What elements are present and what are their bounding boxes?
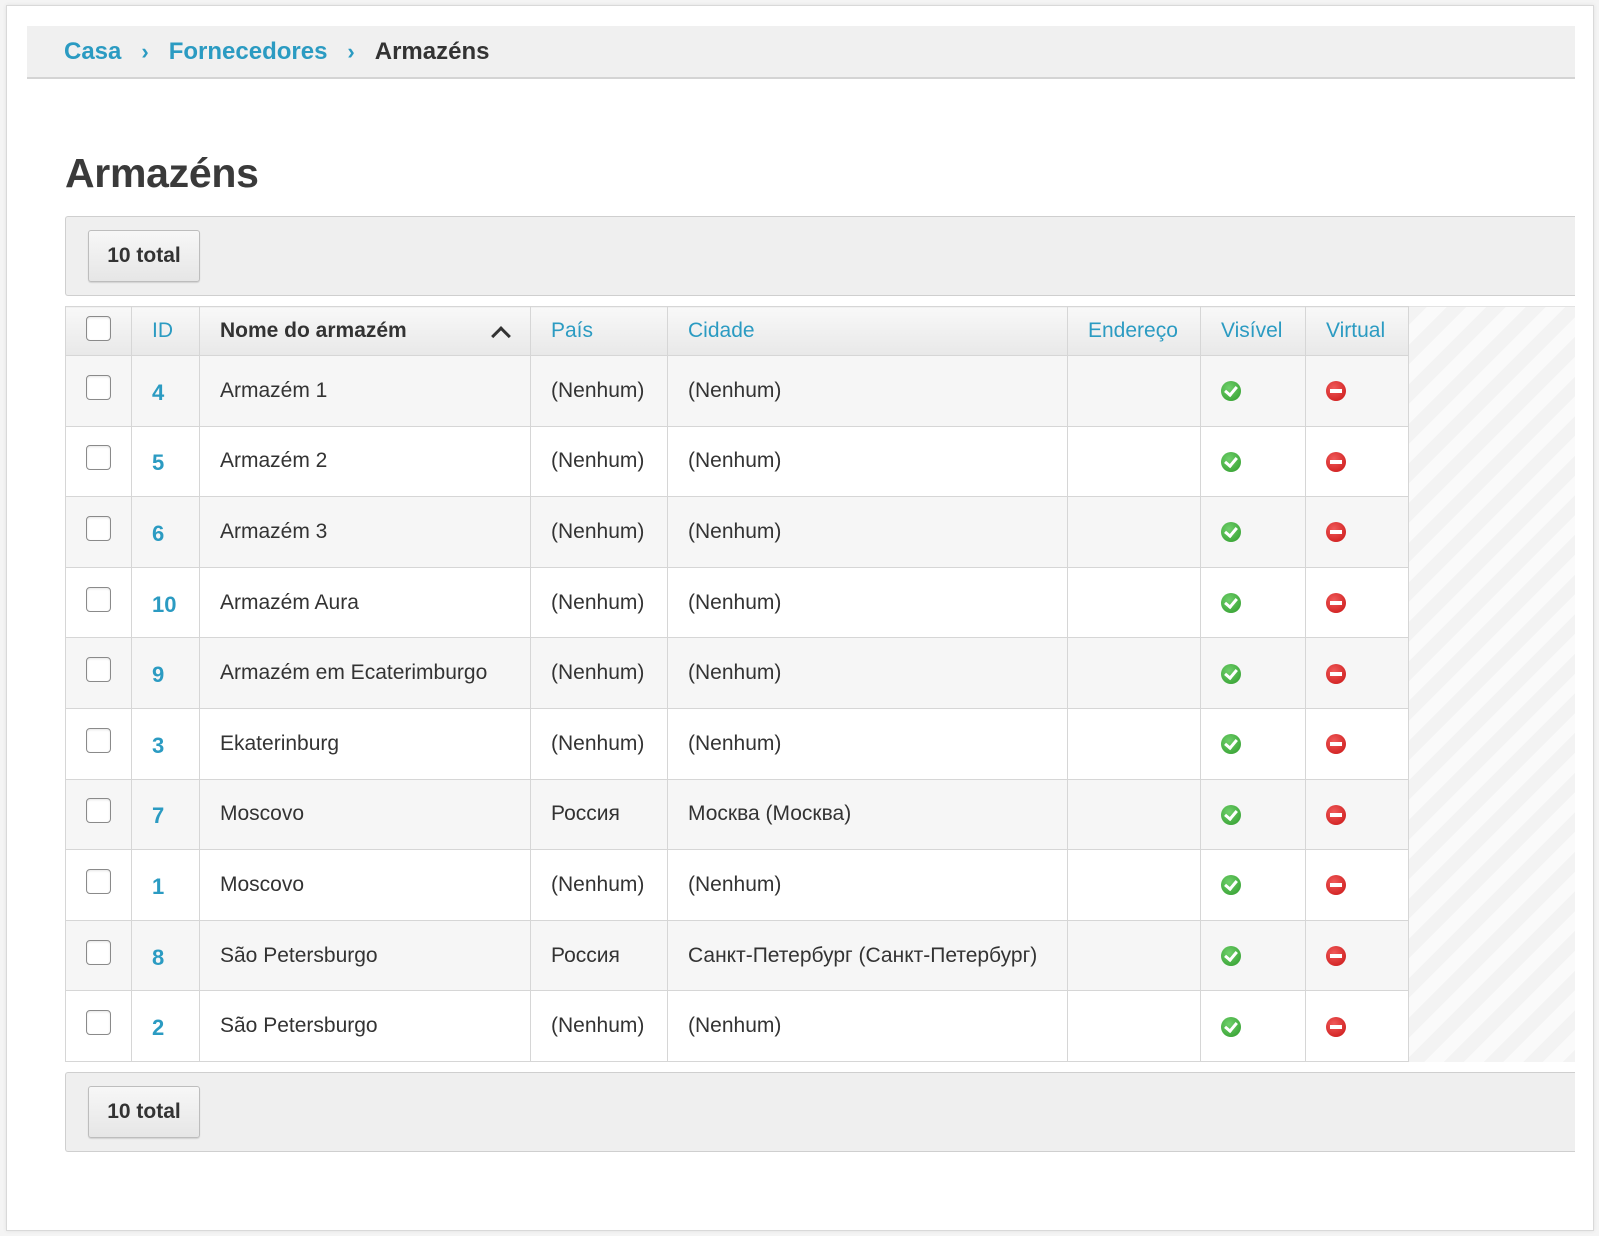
row-id-link[interactable] (132, 850, 200, 921)
minus-circle-icon[interactable] (1326, 452, 1346, 472)
minus-circle-icon[interactable] (1326, 522, 1346, 542)
breadcrumb-current: Armazéns (374, 37, 490, 65)
row-checkbox[interactable] (86, 798, 111, 823)
row-address (1068, 708, 1201, 779)
check-circle-icon[interactable] (1221, 946, 1241, 966)
row-virtual-cell (1306, 567, 1409, 638)
top-toolbar (65, 216, 1575, 296)
sort-ascending-icon (492, 323, 510, 341)
row-city: (Nenhum) (668, 567, 1068, 638)
row-visible-cell (1201, 920, 1306, 991)
minus-circle-icon[interactable] (1326, 381, 1346, 401)
row-country: (Nenhum) (531, 567, 668, 638)
column-header-id[interactable]: ID (132, 307, 200, 356)
row-visible-cell (1201, 991, 1306, 1062)
row-city: (Nenhum) (668, 708, 1068, 779)
row-city: (Nenhum) (668, 426, 1068, 497)
row-visible-cell (1201, 638, 1306, 709)
check-circle-icon[interactable] (1221, 734, 1241, 754)
row-visible-cell (1201, 426, 1306, 497)
row-address (1068, 567, 1201, 638)
row-select-cell (66, 850, 132, 921)
row-id-text: 4 (152, 379, 165, 405)
row-country: (Nenhum) (531, 426, 668, 497)
row-visible-cell (1201, 497, 1306, 568)
row-checkbox[interactable] (86, 1010, 111, 1035)
table-header-row (66, 307, 1409, 356)
total-count-button[interactable]: 10 total (88, 1086, 200, 1138)
row-id-text: 5 (152, 450, 165, 476)
table-row (66, 638, 1409, 709)
chevron-right-icon: › (141, 38, 149, 64)
page-title: Armazéns (65, 150, 259, 196)
row-checkbox[interactable] (86, 869, 111, 894)
row-visible-cell (1201, 356, 1306, 427)
table-row (66, 850, 1409, 921)
row-id-link[interactable] (132, 497, 200, 568)
row-country: (Nenhum) (531, 708, 668, 779)
row-name: Moscovo (200, 779, 531, 850)
row-id-text: 7 (152, 803, 165, 829)
row-name: Moscovo (200, 850, 531, 921)
row-virtual-cell (1306, 497, 1409, 568)
row-checkbox[interactable] (86, 445, 111, 470)
row-id-link[interactable] (132, 991, 200, 1062)
row-checkbox[interactable] (86, 657, 111, 682)
row-city: (Nenhum) (668, 497, 1068, 568)
row-checkbox[interactable] (86, 940, 111, 965)
table-row (66, 497, 1409, 568)
row-address (1068, 920, 1201, 991)
row-country: Россия (531, 779, 668, 850)
row-id-text: 8 (152, 944, 165, 970)
table-row (66, 356, 1409, 427)
row-city: (Nenhum) (668, 991, 1068, 1062)
table-row (66, 779, 1409, 850)
column-header-virtual[interactable]: Virtual (1306, 307, 1409, 356)
chevron-right-icon: › (347, 38, 355, 64)
row-id-text: 10 (152, 591, 177, 617)
row-visible-cell (1201, 779, 1306, 850)
row-checkbox[interactable] (86, 516, 111, 541)
row-select-cell (66, 779, 132, 850)
table-row (66, 708, 1409, 779)
row-select-cell (66, 920, 132, 991)
column-header-country[interactable]: País (531, 307, 668, 356)
row-virtual-cell (1306, 850, 1409, 921)
row-country: Россия (531, 920, 668, 991)
row-select-cell (66, 991, 132, 1062)
row-city: (Nenhum) (668, 850, 1068, 921)
check-circle-icon[interactable] (1221, 522, 1241, 542)
row-virtual-cell (1306, 708, 1409, 779)
row-name: São Petersburgo (200, 991, 531, 1062)
row-country: (Nenhum) (531, 850, 668, 921)
row-country: (Nenhum) (531, 356, 668, 427)
row-id-link[interactable] (132, 567, 200, 638)
row-select-cell (66, 497, 132, 568)
minus-circle-icon[interactable] (1326, 1017, 1346, 1037)
minus-circle-icon[interactable] (1326, 875, 1346, 895)
check-circle-icon[interactable] (1221, 452, 1241, 472)
table-body (66, 356, 1409, 1062)
row-virtual-cell (1306, 991, 1409, 1062)
table-row (66, 920, 1409, 991)
minus-circle-icon[interactable] (1326, 734, 1346, 754)
column-header-visible[interactable]: Visível (1201, 307, 1306, 356)
table-filler-area (1407, 306, 1575, 1062)
row-id-text: 9 (152, 662, 165, 688)
row-visible-cell (1201, 708, 1306, 779)
row-country: (Nenhum) (531, 497, 668, 568)
row-country: (Nenhum) (531, 638, 668, 709)
table-row (66, 426, 1409, 497)
minus-circle-icon[interactable] (1326, 664, 1346, 684)
row-address (1068, 850, 1201, 921)
breadcrumb (27, 26, 1575, 79)
row-city: (Nenhum) (668, 356, 1068, 427)
column-header-city[interactable]: Cidade (668, 307, 1068, 356)
row-select-cell (66, 356, 132, 427)
row-name: Armazém Aura (200, 567, 531, 638)
row-virtual-cell (1306, 638, 1409, 709)
minus-circle-icon[interactable] (1326, 946, 1346, 966)
total-count-button[interactable]: 10 total (88, 230, 200, 282)
row-id-text: 1 (152, 873, 165, 899)
row-name: Armazém 2 (200, 426, 531, 497)
minus-circle-icon[interactable] (1326, 805, 1346, 825)
row-id-link[interactable] (132, 920, 200, 991)
row-virtual-cell (1306, 920, 1409, 991)
row-name: Armazém em Ecaterimburgo (200, 638, 531, 709)
row-address (1068, 991, 1201, 1062)
row-address (1068, 426, 1201, 497)
minus-circle-icon[interactable] (1326, 593, 1346, 613)
check-circle-icon[interactable] (1221, 381, 1241, 401)
row-id-text: 3 (152, 732, 165, 758)
row-id-text: 6 (152, 520, 165, 546)
row-name: São Petersburgo (200, 920, 531, 991)
row-select-cell (66, 426, 132, 497)
row-address (1068, 356, 1201, 427)
breadcrumb-suppliers-link[interactable]: Fornecedores (168, 37, 328, 65)
row-visible-cell (1201, 850, 1306, 921)
check-circle-icon[interactable] (1221, 593, 1241, 613)
row-country: (Nenhum) (531, 991, 668, 1062)
row-city: Москва (Москва) (668, 779, 1068, 850)
table-row (66, 567, 1409, 638)
column-header-name[interactable] (200, 307, 531, 356)
row-checkbox[interactable] (86, 587, 111, 612)
row-id-link[interactable] (132, 708, 200, 779)
row-name: Armazém 3 (200, 497, 531, 568)
breadcrumb-home-link[interactable]: Casa (64, 37, 122, 65)
check-circle-icon[interactable] (1221, 664, 1241, 684)
row-address (1068, 638, 1201, 709)
row-id-link[interactable] (132, 779, 200, 850)
row-select-cell (66, 567, 132, 638)
table-row (66, 991, 1409, 1062)
check-circle-icon[interactable] (1221, 805, 1241, 825)
check-circle-icon[interactable] (1221, 875, 1241, 895)
row-virtual-cell (1306, 356, 1409, 427)
warehouses-table (65, 306, 1409, 1062)
check-circle-icon[interactable] (1221, 1017, 1241, 1037)
row-name: Ekaterinburg (200, 708, 531, 779)
row-id-link[interactable] (132, 356, 200, 427)
column-header-name-label: Nome do armazém (220, 319, 407, 342)
row-address (1068, 779, 1201, 850)
row-checkbox[interactable] (86, 728, 111, 753)
row-virtual-cell (1306, 426, 1409, 497)
page-frame (6, 5, 1594, 1231)
row-select-cell (66, 708, 132, 779)
row-address (1068, 497, 1201, 568)
row-name: Armazém 1 (200, 356, 531, 427)
row-id-link[interactable] (132, 426, 200, 497)
row-city: (Nenhum) (668, 638, 1068, 709)
row-virtual-cell (1306, 779, 1409, 850)
column-header-address[interactable]: Endereço (1068, 307, 1201, 356)
row-id-link[interactable] (132, 638, 200, 709)
select-all-cell (66, 307, 132, 356)
row-select-cell (66, 638, 132, 709)
row-checkbox[interactable] (86, 375, 111, 400)
row-visible-cell (1201, 567, 1306, 638)
row-id-text: 2 (152, 1015, 165, 1041)
row-city: Санкт-Петербург (Санкт-Петербург) (668, 920, 1068, 991)
bottom-toolbar (65, 1072, 1575, 1152)
select-all-checkbox[interactable] (86, 316, 111, 341)
